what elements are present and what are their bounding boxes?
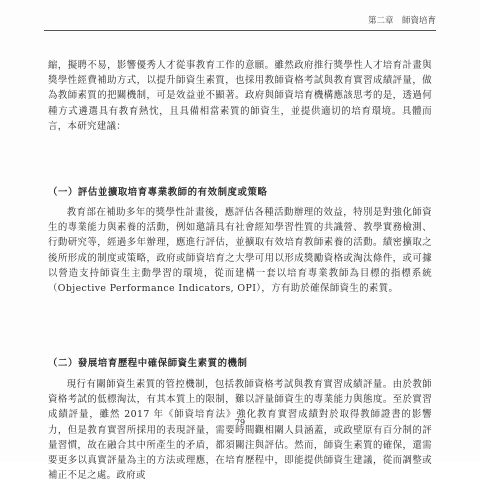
running-header: [44, 14, 436, 26]
section-heading-1: （一）評估並擴取培育專業教師的有效制度或策略: [48, 187, 268, 198]
paragraph-intro: 縮，擬聘不易，影響優秀人才從事教育工作的意願。雖然政府推行獎學性人才培育計畫與獎學性經費補助方式，以提升師資生素質，也採用教師資格考試與教育實習成績評量，做為教師素質的把關機制，可是效益並不顯著。政府與師資培育機構應該思考的是，透過何種方式遴選具有教育熱忱，且具備相當素質的師資生，並提供適切的培育環境。具體而言，本研究建議：: [48, 60, 432, 132]
paragraph-section-2: 現行有關師資生素質的管控機制，包括教師資格考試與教育實習成績評量。由於教師資格考試的低標淘汰，有其本質上的限制，難以評量師資生的專業能力與態度。至於實習成績評量，雖然 2017 年《師資培育法》強化教育實習成績對於取得教師證書的影響力，但是教育實習所採用的表現評量，需要時間觀相關人員涵蓋，或政壁原有百分制的評量習慣，故在融合其中所產生的矛盾，都須關注與評估。然而，師資生素質的確保，還需要更多以真實評量為主的方法或理應，在培育歷程中，即能提供師資生建議，從而調整或補正不足之處。政府或: [48, 379, 432, 482]
section-heading-2: （二）發展培育歷程中確保師資生素質的機制: [48, 358, 248, 369]
page-number: 79: [234, 418, 246, 427]
chapter-title: 第二章 師資培育: [367, 16, 436, 26]
header-rule: [44, 30, 436, 31]
paragraph-section-1: 教育部在補助多年的獎學性計畫後，應評估各種活動辦理的效益，特別是對強化師資生的專業能力與素養的活動，例如邀請具有社會經知學習性質的共識營、教學實務檢測、行動研究等，經過多年辦理，應進行評估，並擴取有效培育教師素養的活動。績密擴取之後所形成的制度或策略，政府或師資培育之大學可用以形成獎勵資格或淘汰條件，或可據以營造支持師資生主動學習的環境，從而建構一套以培育專業教師為目標的指標系統（Objective Performance Indicators, OPI），方有助於確保師資生的素質。: [48, 207, 432, 295]
